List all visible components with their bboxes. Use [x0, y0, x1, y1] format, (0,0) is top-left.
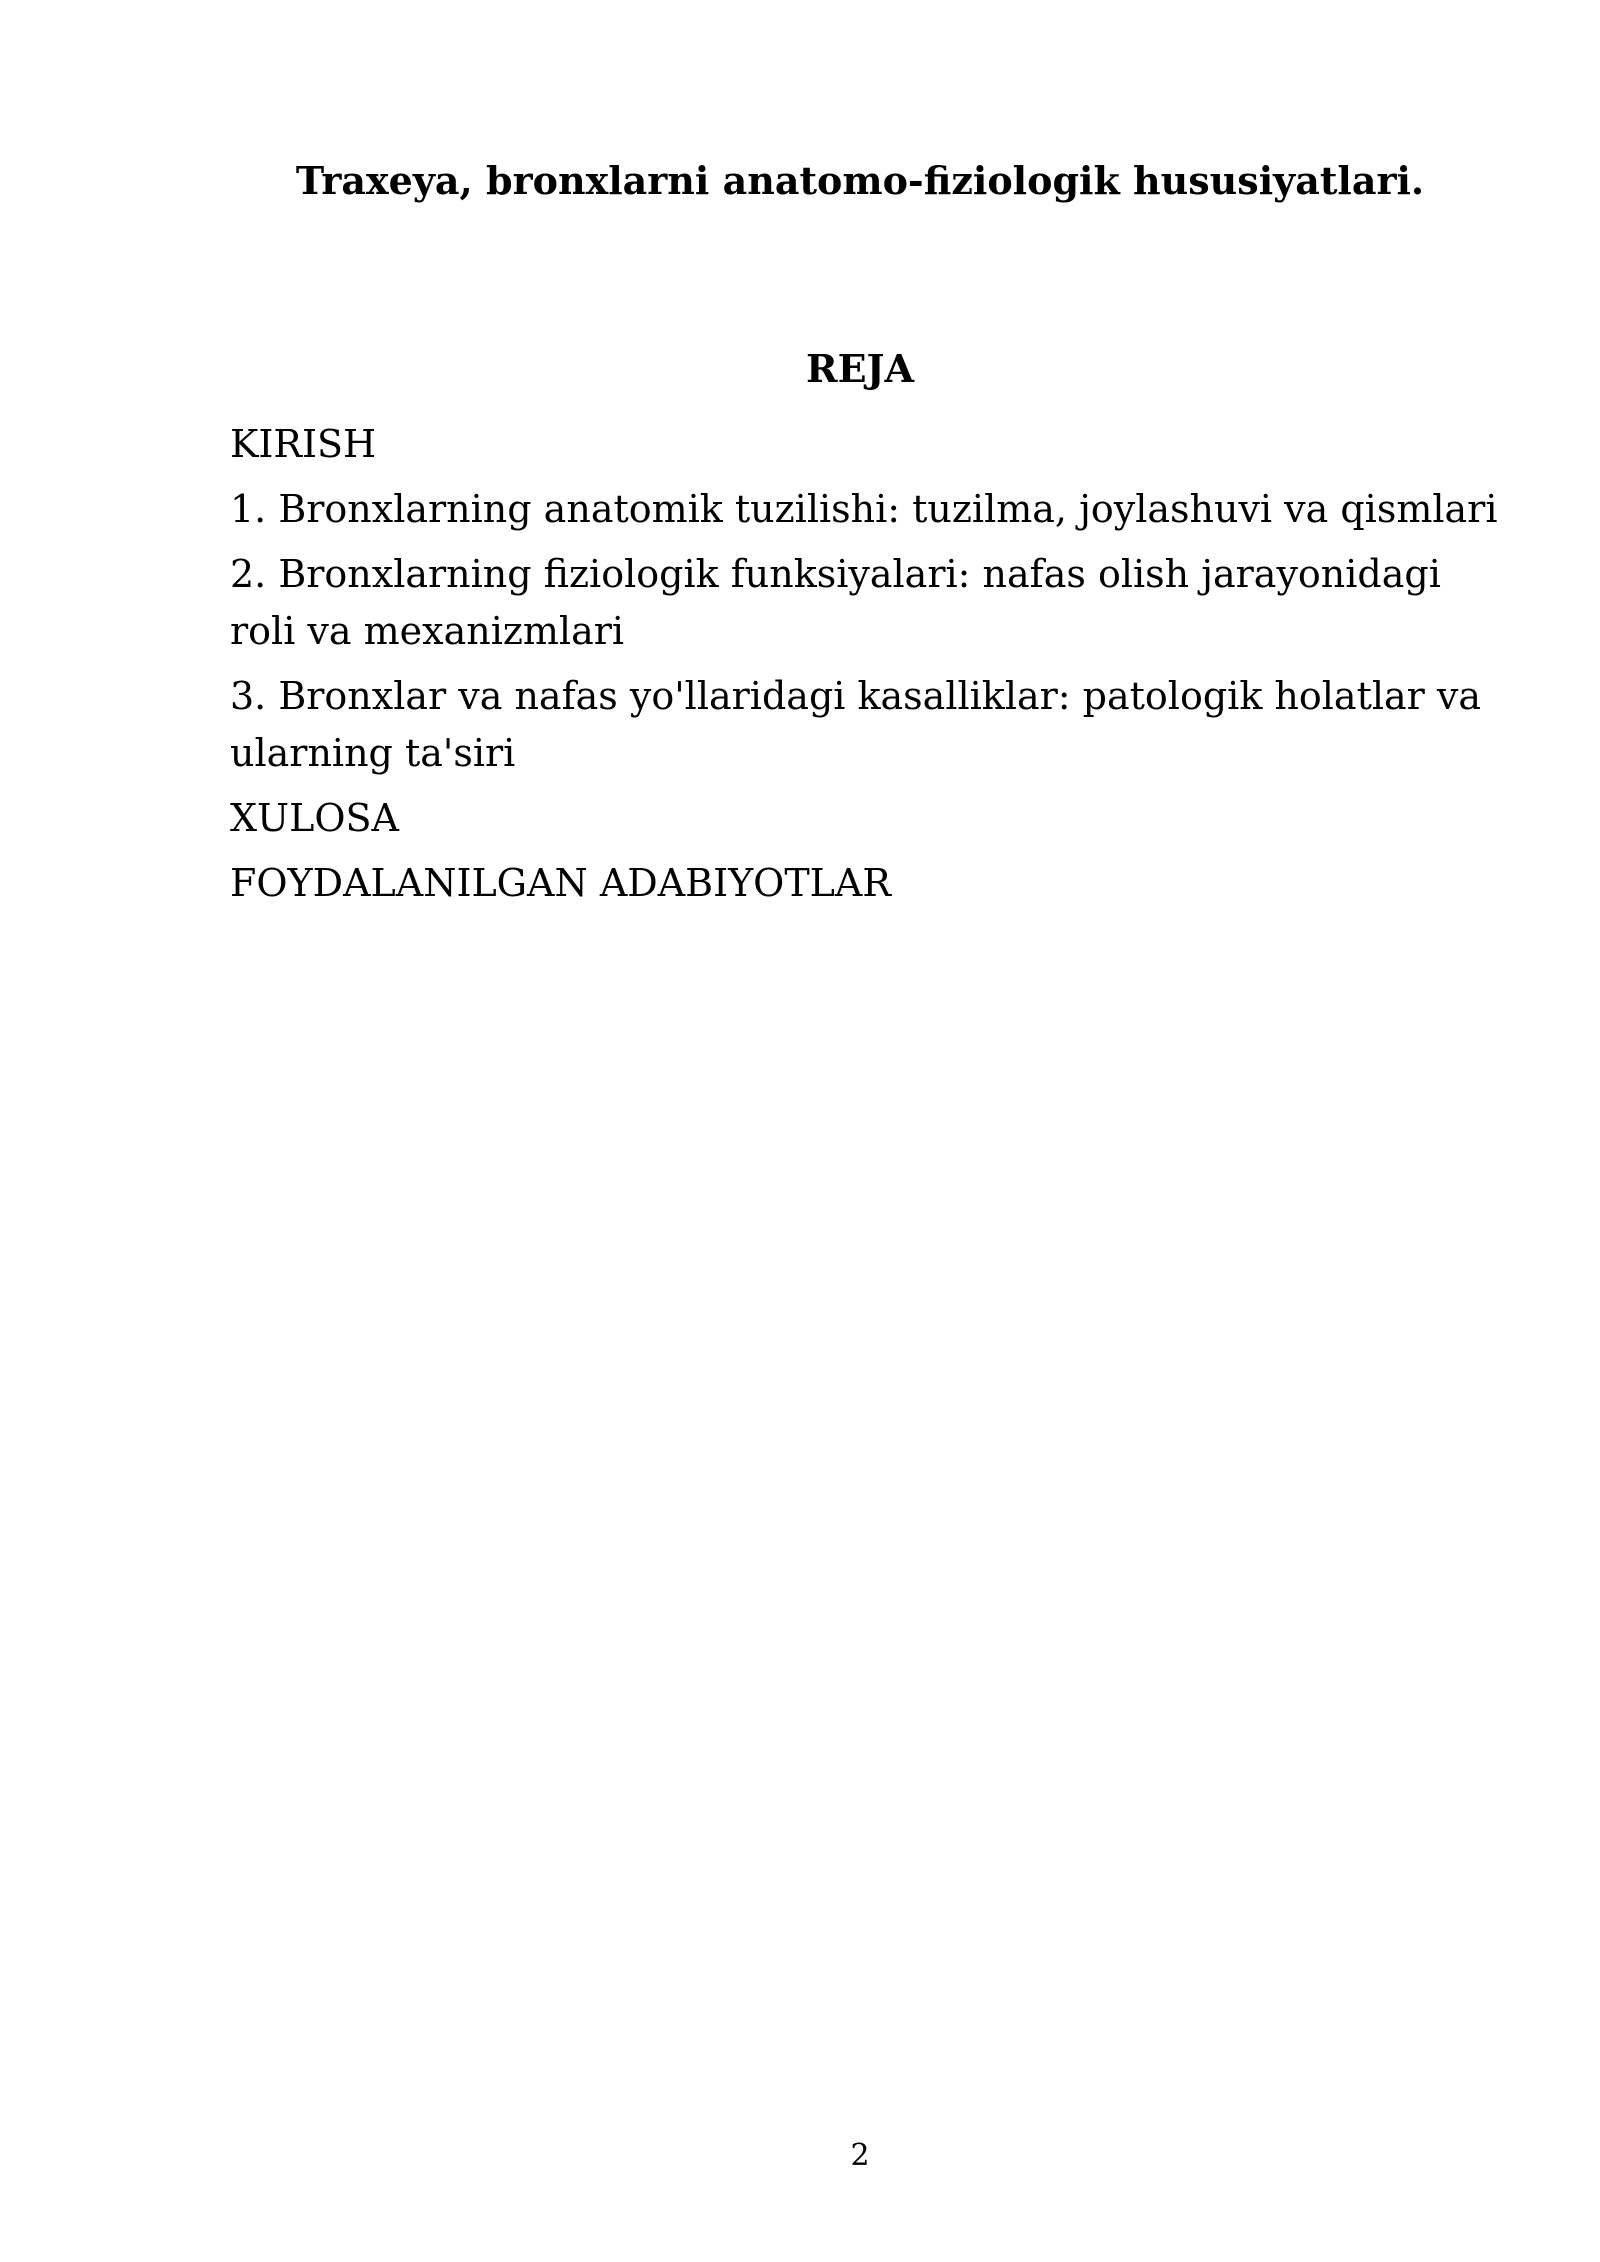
plan-item-introduction: KIRISH	[230, 422, 377, 466]
document-title: Traxeya, bronxlarni anatomo-fiziologik hususiyatlari.	[295, 158, 1425, 203]
plan-heading: REJA	[805, 346, 914, 391]
plan-item-conclusion: XULOSA	[230, 796, 399, 840]
plan-item-3: 3. Bronxlar va nafas yo'llaridagi kasalliklar: patologik holatlar va ularning ta'siri	[230, 674, 1482, 775]
plan-list	[230, 416, 1510, 920]
page-number: 2	[850, 2138, 870, 2173]
plan-item-2: 2. Bronxlarning fiziologik funksiyalari: nafas olish jarayonidagi roli va mexanizmlari	[230, 552, 1441, 653]
plan-item-references: FOYDALANILGAN ADABIYOTLAR	[230, 861, 891, 905]
plan-item-1: 1. Bronxlarning anatomik tuzilishi: tuzilma, joylashuvi va qismlari	[230, 487, 1498, 531]
